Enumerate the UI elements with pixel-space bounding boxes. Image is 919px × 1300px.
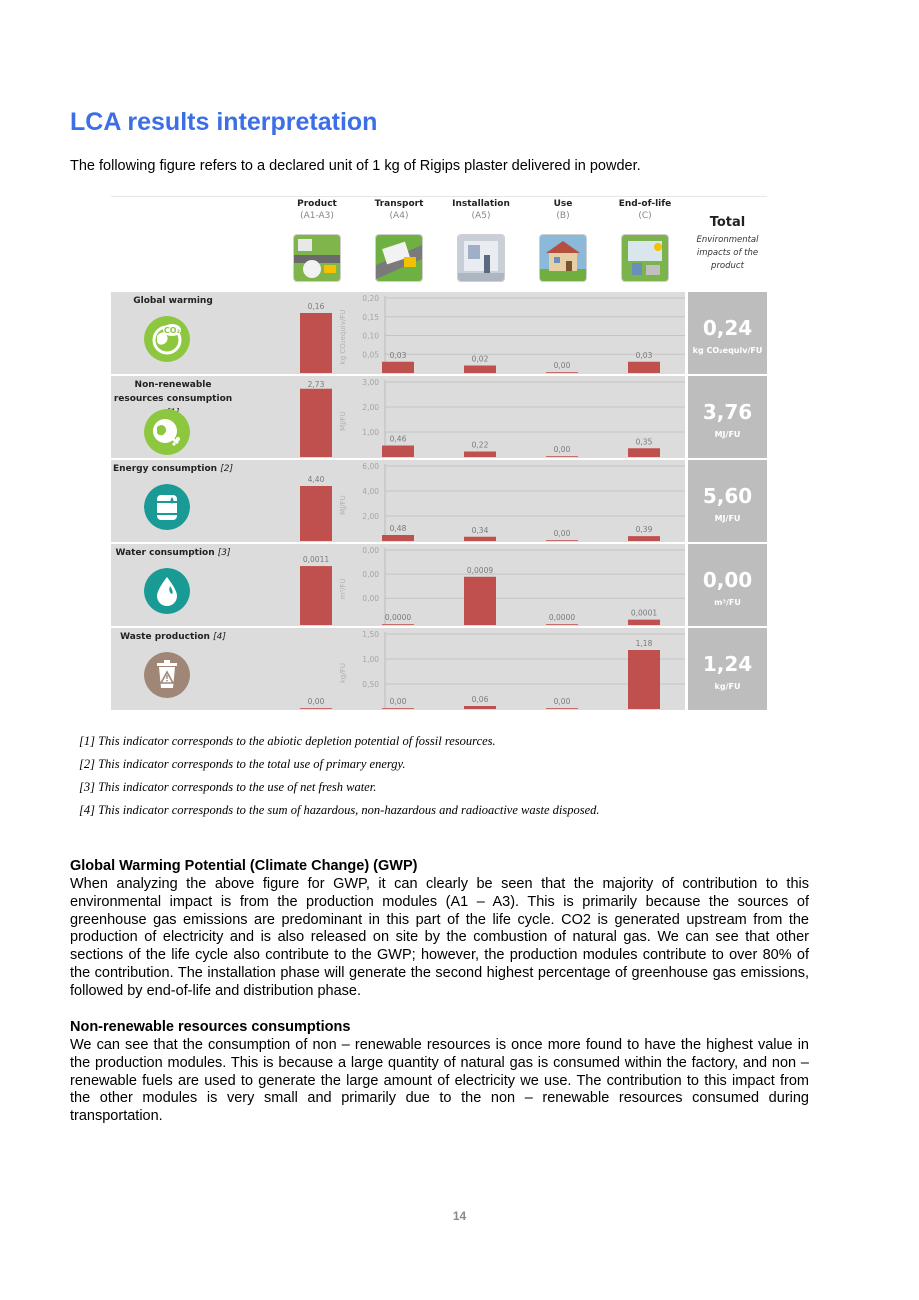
data-label: 0,34 — [471, 525, 489, 535]
stage-title: Product — [297, 199, 337, 209]
tick-label: 2,00 — [362, 512, 379, 521]
footnote-1: [1] This indicator corresponds to the abiotic depletion potential of fossil resources. — [79, 734, 496, 748]
bar — [464, 706, 496, 709]
data-label: 0,03 — [635, 350, 653, 360]
end-of-life-stage-icon — [622, 235, 668, 281]
y-axis-label: kg CO₂equiv/FU — [339, 309, 347, 365]
tick-label: 0,00 — [362, 570, 379, 580]
total-title: Total — [709, 215, 746, 230]
stage-header-use — [523, 199, 603, 221]
transport-stage-icon — [376, 235, 422, 281]
installation-stage-icon — [458, 235, 504, 281]
tick-label: 6,00 — [362, 462, 379, 471]
data-label: 4,40 — [307, 475, 325, 484]
data-label: 0,0009 — [466, 565, 494, 575]
tick-label: 3,00 — [362, 378, 379, 387]
tick-label: 0,10 — [362, 331, 379, 341]
bar — [464, 537, 496, 541]
stage-title: Transport — [374, 199, 424, 209]
data-label: 0,00 — [389, 697, 407, 707]
indicator-row-water — [111, 544, 767, 626]
use-stage-icon — [540, 235, 586, 281]
tick-label: 0,20 — [362, 294, 379, 303]
data-label: 0,00 — [553, 361, 571, 371]
indicator-note: [3] — [217, 548, 231, 558]
indicator-note: [4] — [213, 632, 226, 642]
data-label: 0,35 — [635, 437, 653, 447]
page-number: 14 — [452, 1209, 467, 1223]
bar — [628, 620, 660, 625]
bar — [382, 708, 414, 709]
tick-label: 2,00 — [362, 403, 379, 412]
bar — [300, 389, 332, 457]
bar — [546, 456, 578, 457]
total-value: 0,00 — [702, 568, 753, 592]
indicator-panel — [111, 544, 271, 626]
bar — [628, 448, 660, 457]
total-unit: MJ/FU — [714, 430, 741, 439]
data-label: 0,0011 — [302, 555, 330, 565]
gwp-paragraph: When analyzing the above figure for GWP, it can clearly be seen that the majority of contribution to this environmental impact is from the production modules (A1 – A3). This is primarily because the sources of greenhouse gas emissions are predominant in this part of the life cycle. CO2 is generated upstream from the production of electricity and is also released on site by the combustion of natural gas. We can see that other sections of the life cycle also contribute to the GWP; however, the production modules contribute to over 80% of the contribution. The installation phase will generate the second highest percentage of greenhouse gas emissions, followed by end-of-life and distribution phase. — [70, 876, 809, 999]
total-value: 3,76 — [702, 400, 753, 424]
footnote-2: [2] This indicator corresponds to the total use of primary energy. — [79, 757, 406, 771]
tick-label: 1,00 — [362, 428, 379, 437]
indicator-row-waste — [111, 628, 767, 710]
bar — [464, 452, 496, 458]
data-label: 0,16 — [307, 302, 325, 311]
stage-header-product — [277, 199, 357, 221]
bar — [382, 535, 414, 541]
bar — [628, 536, 660, 541]
indicator-row-non-renewable — [111, 376, 767, 458]
data-label: 0,0001 — [630, 608, 658, 618]
data-label: 0,48 — [389, 524, 407, 533]
total-cell — [688, 292, 767, 374]
tick-label: 1,50 — [362, 630, 379, 639]
data-label: 0,0000 — [548, 613, 576, 623]
indicator-label — [111, 462, 235, 476]
bar — [628, 650, 660, 709]
indicator-note: [2] — [220, 464, 233, 474]
global-warming-chart — [271, 292, 685, 374]
indicator-title: Energy consumption — [113, 464, 218, 474]
nonrenew-paragraph: We can see that the consumption of non – renewable resources is once more found to have the highest value in the production modules. This is because a large quantity of natural gas is consumed within the factory, and non – renewable fuels are used to generate the large amount of electricity we use. The contribution to this impact from the other modules is very small and primarily due to the non – renewable resources consumed during transportation. — [70, 1037, 809, 1125]
co2-globe-icon — [144, 316, 190, 362]
stage-header-installation — [441, 199, 521, 221]
indicator-panel — [111, 376, 271, 458]
bar — [300, 313, 332, 373]
bar — [628, 362, 660, 373]
bar — [464, 366, 496, 374]
data-label: 0,00 — [553, 445, 571, 455]
data-label: 0,22 — [471, 440, 489, 450]
stage-code: (A5) — [471, 211, 491, 221]
globe-resources-icon — [144, 409, 190, 455]
water-drop-icon — [144, 568, 190, 614]
data-label: 1,18 — [635, 639, 653, 648]
waste-bin-icon — [144, 652, 190, 698]
total-subtitle: Environmental impacts of the product — [696, 235, 759, 271]
stage-code: (B) — [556, 211, 570, 221]
indicator-panel — [111, 628, 271, 710]
page-title: LCA results interpretation — [70, 108, 378, 136]
tick-label: 1,00 — [362, 655, 379, 664]
indicator-row-energy — [111, 460, 767, 542]
total-cell — [688, 544, 767, 626]
tick-label: 0,05 — [362, 350, 379, 360]
y-axis-label: MJ/FU — [339, 411, 347, 431]
data-label: 0,06 — [471, 695, 489, 704]
footnote-3: [3] This indicator corresponds to the use of net fresh water. — [79, 780, 377, 794]
bar — [300, 708, 332, 709]
figure-header — [111, 197, 767, 292]
non-renewable-chart — [271, 376, 685, 458]
indicator-row-global-warming — [111, 292, 767, 374]
nonrenew-section-title: Non-renewable resources consumptions — [70, 1019, 351, 1035]
stage-code: (C) — [638, 211, 652, 221]
stage-header-transport — [359, 199, 439, 221]
bar — [382, 362, 414, 373]
product-stage-icon — [294, 235, 340, 281]
water-chart — [271, 544, 685, 626]
total-value: 5,60 — [702, 484, 753, 508]
bar — [300, 486, 332, 541]
total-value: 1,24 — [702, 652, 753, 676]
total-value: 0,24 — [702, 316, 753, 340]
indicator-label — [111, 294, 235, 308]
data-label: 2,73 — [307, 380, 325, 389]
indicator-label — [111, 546, 235, 560]
energy-barrel-icon — [144, 484, 190, 530]
indicator-title: Global warming — [133, 296, 213, 306]
stage-title: End-of-life — [618, 199, 672, 209]
total-header — [688, 215, 767, 273]
data-label: 0,46 — [389, 434, 407, 444]
indicator-title: Water consumption — [115, 548, 215, 558]
bar — [300, 566, 332, 625]
y-axis-label: m³/FU — [339, 578, 347, 600]
y-axis-label: kg/FU — [339, 662, 347, 684]
total-cell — [688, 460, 767, 542]
bar — [546, 372, 578, 373]
tick-label: 0,00 — [362, 546, 379, 555]
data-label: 0,00 — [553, 529, 571, 539]
total-unit: m³/FU — [714, 598, 741, 607]
total-cell — [688, 376, 767, 458]
bar — [546, 540, 578, 541]
bar — [382, 624, 414, 625]
data-label: 0,02 — [471, 354, 489, 364]
intro-text: The following figure refers to a declared unit of 1 kg of Rigips plaster delivered in powder. — [70, 158, 641, 174]
indicator-title: Waste production — [120, 632, 210, 642]
bar — [546, 708, 578, 709]
lca-results-figure — [111, 196, 767, 711]
total-unit: MJ/FU — [714, 514, 741, 523]
tick-label: 0,50 — [362, 680, 379, 689]
indicator-title: Non-renewable resources consumption — [113, 380, 233, 404]
tick-label: 0,00 — [362, 594, 379, 604]
tick-label: 4,00 — [362, 487, 379, 496]
stage-code: (A1-A3) — [300, 211, 334, 221]
total-cell — [688, 628, 767, 710]
y-axis-label: MJ/FU — [339, 495, 347, 515]
indicator-panel — [111, 460, 271, 542]
svg-text:CO₂: CO₂ — [163, 326, 181, 335]
total-unit: kg/FU — [714, 682, 741, 691]
energy-chart — [271, 460, 685, 542]
tick-label: 0,15 — [362, 312, 379, 322]
total-unit: kg CO₂equiv/FU — [692, 346, 763, 355]
indicator-label — [111, 630, 235, 644]
data-label: 0,00 — [553, 697, 571, 707]
footnote-4: [4] This indicator corresponds to the sum of hazardous, non-hazardous and radioactive waste disposed. — [79, 803, 600, 817]
data-label: 0,0000 — [384, 613, 412, 623]
stage-title: Use — [553, 199, 573, 209]
indicator-panel — [111, 292, 271, 374]
data-label: 0,39 — [635, 525, 653, 535]
stage-header-end-of-life — [605, 199, 685, 221]
stage-title: Installation — [452, 199, 510, 209]
waste-chart — [271, 628, 685, 710]
stage-code: (A4) — [389, 211, 409, 221]
data-label: 0,00 — [307, 697, 325, 707]
gwp-section-title: Global Warming Potential (Climate Change) (GWP) — [70, 858, 418, 874]
bar — [382, 446, 414, 458]
bar — [546, 624, 578, 625]
data-label: 0,03 — [389, 350, 407, 360]
bar — [464, 577, 496, 625]
